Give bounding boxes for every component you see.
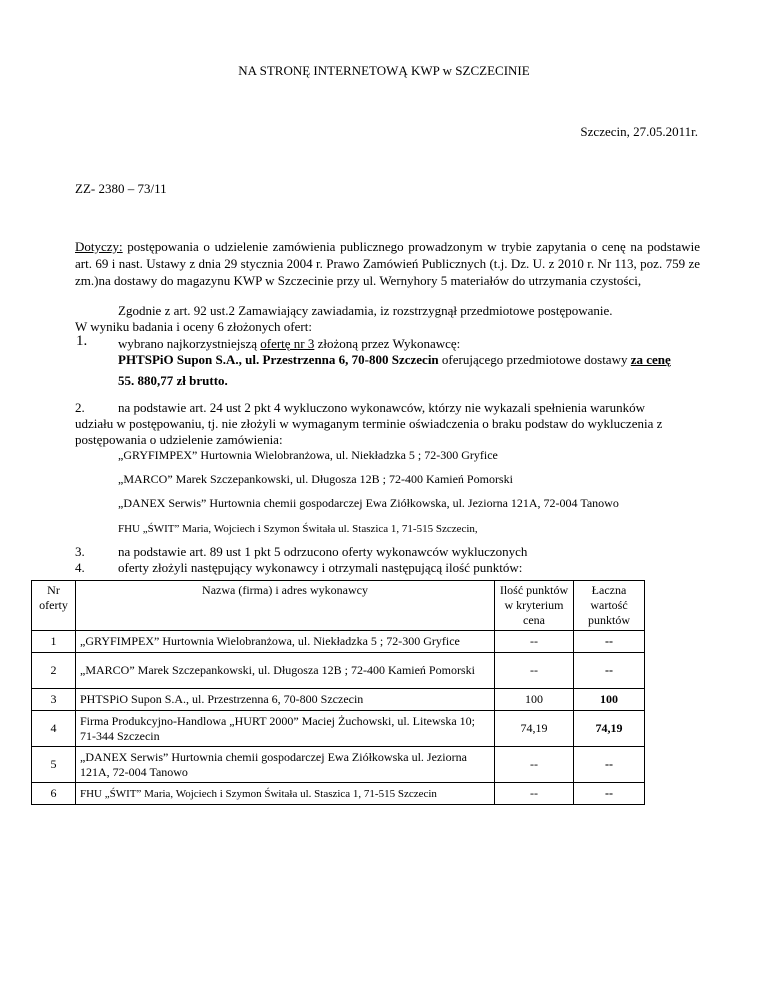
row-nr: 1 [32,631,76,653]
item-1-post: złożoną przez Wykonawcę: [314,336,461,351]
intro-line-2: W wyniku badania i oceny 6 złożonych ofert: [75,319,312,334]
item-4-number: 4. [75,560,85,575]
table-row [32,711,645,747]
winning-offer-link: ofertę nr 3 [260,336,315,351]
row-total: -- [574,631,645,653]
row-points: 100 [495,689,574,711]
row-name: „GRYFIMPEX” Hurtownia Wielobranżowa, ul. Niekładzka 5 ; 72-300 Gryfice [76,631,495,653]
table-row [32,747,645,783]
item-3-number: 3. [75,544,85,559]
subject-label: Dotyczy: [75,239,123,254]
excluded-contractor: „MARCO” Marek Szczepankowski, ul. Długosza 12B ; 72-400 Kamień Pomorski [118,472,513,486]
item-4-text: oferty złożyli następujący wykonawcy i otrzymali następującą ilość punktów: [118,560,523,575]
row-name: FHU „ŚWIT” Maria, Wojciech i Szymon Świtała ul. Staszica 1, 71-515 Szczecin [76,783,495,805]
table-row [32,653,645,689]
row-points: 74,19 [495,711,574,747]
subject-paragraph [75,238,700,289]
table-row [32,783,645,805]
document-date: Szczecin, 27.05.2011r. [580,124,698,139]
table-row [32,631,645,653]
row-nr: 3 [32,689,76,711]
subject-text: postępowania o udzielenie zamówienia publicznego prowadzonym w trybie zapytania o cenę na podstawie art. 69 i nast. Ustawy z dnia 29 stycznia 2004 r. Prawo Zamówień Publicznych (t.j. Dz. U. z 2010 r. Nr 113, poz. 759 ze zm.)na dostawy do magazynu KWP w Szczecinie przy ul. Wernyhory 5 materiałów do utrzymania czystości, [75,239,700,288]
row-total: 74,19 [574,711,645,747]
row-total: -- [574,747,645,783]
row-name: „MARCO” Marek Szczepankowski, ul. Długosza 12B ; 72-400 Kamień Pomorski [76,653,495,689]
item-2-number: 2. [75,400,85,415]
row-points: -- [495,653,574,689]
row-nr: 2 [32,653,76,689]
item-1-line [118,336,460,352]
row-total: -- [574,783,645,805]
item-2-line-3: postępowania o udzielenie zamówienia: [75,432,283,447]
item-1-mid: oferującego przedmiotowe dostawy [438,352,631,367]
row-name: Firma Produkcyjno-Handlowa „HURT 2000” Maciej Żuchowski, ul. Litewska 10; 71-344 Szczecin [76,711,495,747]
winning-price: 55. 880,77 zł brutto. [118,373,228,388]
row-nr: 5 [32,747,76,783]
header-nr: Nr oferty [32,581,76,631]
results-table [31,580,645,805]
row-name: PHTSPiO Supon S.A., ul. Przestrzenna 6, 70-800 Szczecin [76,689,495,711]
item-3-text: na podstawie art. 89 ust 1 pkt 5 odrzucono oferty wykonawców wykluczonych [118,544,528,559]
winning-company: PHTSPiO Supon S.A., ul. Przestrzenna 6, 70-800 Szczecin [118,352,439,367]
excluded-contractor: FHU „ŚWIT” Maria, Wojciech i Szymon Świtała ul. Staszica 1, 71-515 Szczecin, [118,523,478,535]
table-row [32,689,645,711]
row-total: 100 [574,689,645,711]
row-points: -- [495,783,574,805]
table-header-row [32,581,645,631]
row-nr: 6 [32,783,76,805]
price-label: za cenę [630,352,671,367]
header-points: Ilość punktów w kryterium cena [495,581,574,631]
row-points: -- [495,631,574,653]
header-name: Nazwa (firma) i adres wykonawcy [76,581,495,631]
excluded-contractor: „DANEX Serwis” Hurtownia chemii gospodarczej Ewa Ziółkowska, ul. Jeziorna 121A, 72-004 Tanowo [118,496,619,510]
header-total: Łaczna wartość punktów [574,581,645,631]
row-points: -- [495,747,574,783]
document-header: NA STRONĘ INTERNETOWĄ KWP w SZCZECINIE [238,63,530,78]
item-1-pre: wybrano najkorzystniejszą [118,336,261,351]
intro-line-1: Zgodnie z art. 92 ust.2 Zamawiający zawiadamia, iz rozstrzygnął przedmiotowe postępowanie. [118,303,613,318]
row-name: „DANEX Serwis” Hurtownia chemii gospodarczej Ewa Ziółkowska ul. Jeziorna 121A, 72-004 Tanowo [76,747,495,783]
item-2-line-2: udziału w postępowaniu, tj. nie złożyli w wymaganym terminie oświadczenia o braku podstaw do wykluczenia z [75,416,663,431]
item-2-line-1: na podstawie art. 24 ust 2 pkt 4 wykluczono wykonawców, którzy nie wykazali spełnienia warunków [118,400,645,415]
excluded-contractor: „GRYFIMPEX” Hurtownia Wielobranżowa, ul. Niekładzka 5 ; 72-300 Gryfice [118,448,498,462]
row-total: -- [574,653,645,689]
reference-number: ZZ- 2380 – 73/11 [75,181,167,196]
item-1-company-line [118,352,671,368]
item-1-number: 1. [76,333,88,349]
row-nr: 4 [32,711,76,747]
